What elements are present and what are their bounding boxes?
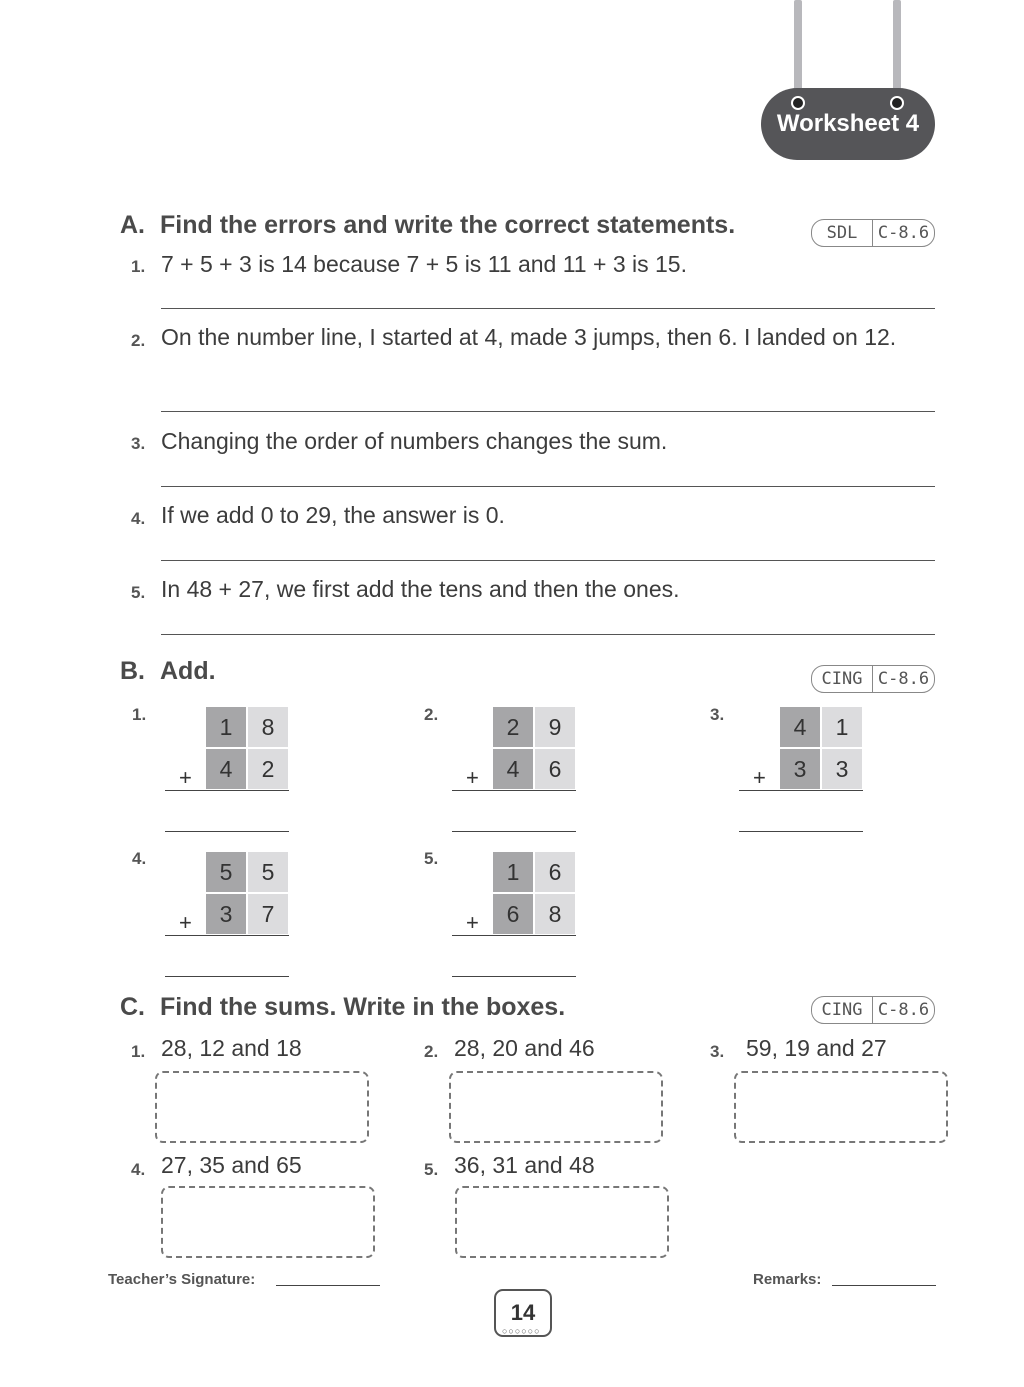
tag-hanger-left (794, 0, 802, 98)
answer-box[interactable] (449, 1071, 663, 1143)
sum-rule (452, 790, 576, 791)
section-b-letter: B. (120, 657, 145, 685)
addition-problem (739, 707, 869, 837)
c-item-num: 1. (131, 1042, 146, 1061)
ones-digit: 8 (535, 894, 575, 934)
section-a-badge (811, 219, 935, 247)
a-item-text: If we add 0 to 29, the answer is 0. (161, 502, 505, 528)
plus-sign: + (179, 910, 192, 935)
section-c-letter: C. (120, 993, 145, 1021)
tens-digit: 3 (780, 749, 820, 789)
section-b-title (120, 657, 216, 686)
sum-rule (165, 790, 289, 791)
b-problem-num: 5. (424, 849, 439, 868)
sum-rule (739, 790, 863, 791)
answer-line[interactable] (161, 308, 935, 309)
answer-line[interactable] (161, 411, 935, 412)
plus-sign: + (753, 765, 766, 790)
ones-digit: 9 (535, 707, 575, 747)
tag-hanger-right (893, 0, 901, 98)
c-item-num: 4. (131, 1160, 146, 1179)
section-b-heading: Add. (160, 657, 216, 685)
section-c-badge (811, 996, 935, 1024)
tens-digit: 2 (493, 707, 533, 747)
teacher-signature-label: Teacher’s Signature: (108, 1271, 256, 1288)
tens-digit: 1 (493, 852, 533, 892)
answer-box[interactable] (455, 1186, 669, 1258)
section-a-letter: A. (120, 211, 145, 239)
addition-problem (165, 707, 295, 837)
answer-line[interactable] (452, 831, 576, 832)
a-item-text: In 48 + 27, we first add the tens and then the ones. (161, 576, 680, 602)
sum-rule (165, 935, 289, 936)
b-problem-num: 2. (424, 705, 439, 724)
answer-line[interactable] (452, 976, 576, 977)
b-problem-num: 1. (132, 705, 147, 724)
section-b-badge (811, 665, 935, 693)
tens-digit: 4 (493, 749, 533, 789)
worksheet-label: Worksheet 4 (776, 110, 920, 137)
a-item-num: 4. (131, 509, 146, 528)
ones-digit: 7 (248, 894, 288, 934)
section-c-heading: Find the sums. Write in the boxes. (160, 993, 566, 1021)
c-item-text: 28, 12 and 18 (161, 1035, 302, 1061)
c-item-text: 28, 20 and 46 (454, 1035, 595, 1061)
ones-digit: 5 (248, 852, 288, 892)
answer-line[interactable] (161, 486, 935, 487)
a-item-text: Changing the order of numbers changes the sum. (161, 428, 668, 454)
ones-digit: 6 (535, 749, 575, 789)
tens-digit: 1 (206, 707, 246, 747)
plus-sign: + (466, 910, 479, 935)
worksheet-tag (761, 88, 935, 160)
ones-digit: 1 (822, 707, 862, 747)
c-item-num: 3. (710, 1042, 725, 1061)
ones-digit: 2 (248, 749, 288, 789)
ones-digit: 3 (822, 749, 862, 789)
remarks-line[interactable] (832, 1285, 936, 1286)
c-item-text: 36, 31 and 48 (454, 1152, 595, 1178)
tens-digit: 3 (206, 894, 246, 934)
badge-code: SDL (812, 220, 873, 246)
a-item-text: 7 + 5 + 3 is 14 because 7 + 5 is 11 and 11 + 3 is 15. (161, 251, 687, 277)
a-item-num: 1. (131, 257, 146, 276)
answer-line[interactable] (165, 831, 289, 832)
section-a-title (120, 211, 735, 240)
a-item-num: 3. (131, 434, 146, 453)
plus-sign: + (466, 765, 479, 790)
ones-digit: 6 (535, 852, 575, 892)
section-c-title (120, 993, 565, 1022)
remarks-label: Remarks: (753, 1271, 822, 1288)
answer-line[interactable] (161, 560, 935, 561)
c-item-num: 2. (424, 1042, 439, 1061)
answer-box[interactable] (155, 1071, 369, 1143)
addition-problem (165, 852, 295, 982)
tens-digit: 6 (493, 894, 533, 934)
section-a-heading: Find the errors and write the correct statements. (160, 211, 736, 239)
badge-ref: C-8.6 (877, 223, 930, 243)
tens-digit: 4 (780, 707, 820, 747)
sum-rule (452, 935, 576, 936)
ones-digit: 8 (248, 707, 288, 747)
addition-problem (452, 707, 582, 837)
tens-digit: 5 (206, 852, 246, 892)
plus-sign: + (179, 765, 192, 790)
answer-box[interactable] (161, 1186, 375, 1258)
answer-line[interactable] (165, 976, 289, 977)
tag-ring-right (890, 96, 904, 110)
addition-problem (452, 852, 582, 982)
badge-ref: C-8.6 (877, 669, 930, 689)
a-item-num: 2. (131, 331, 146, 350)
tag-ring-left (791, 96, 805, 110)
answer-box[interactable] (734, 1071, 948, 1143)
b-problem-num: 4. (132, 849, 147, 868)
c-item-text: 59, 19 and 27 (746, 1035, 887, 1061)
a-item-text: On the number line, I started at 4, made 3 jumps, then 6. I landed on 12. (161, 324, 897, 350)
page-number: 14 (510, 1300, 536, 1325)
answer-line[interactable] (161, 634, 935, 635)
badge-ref: C-8.6 (877, 1000, 930, 1020)
b-problem-num: 3. (710, 705, 725, 724)
badge-code: CING (812, 997, 873, 1023)
tens-digit: 4 (206, 749, 246, 789)
c-item-num: 5. (424, 1160, 439, 1179)
a-item-num: 5. (131, 583, 146, 602)
page-dots: ○○○○○○ (502, 1326, 541, 1336)
answer-line[interactable] (739, 831, 863, 832)
teacher-signature-line[interactable] (276, 1285, 380, 1286)
badge-code: CING (812, 666, 873, 692)
c-item-text: 27, 35 and 65 (161, 1152, 302, 1178)
